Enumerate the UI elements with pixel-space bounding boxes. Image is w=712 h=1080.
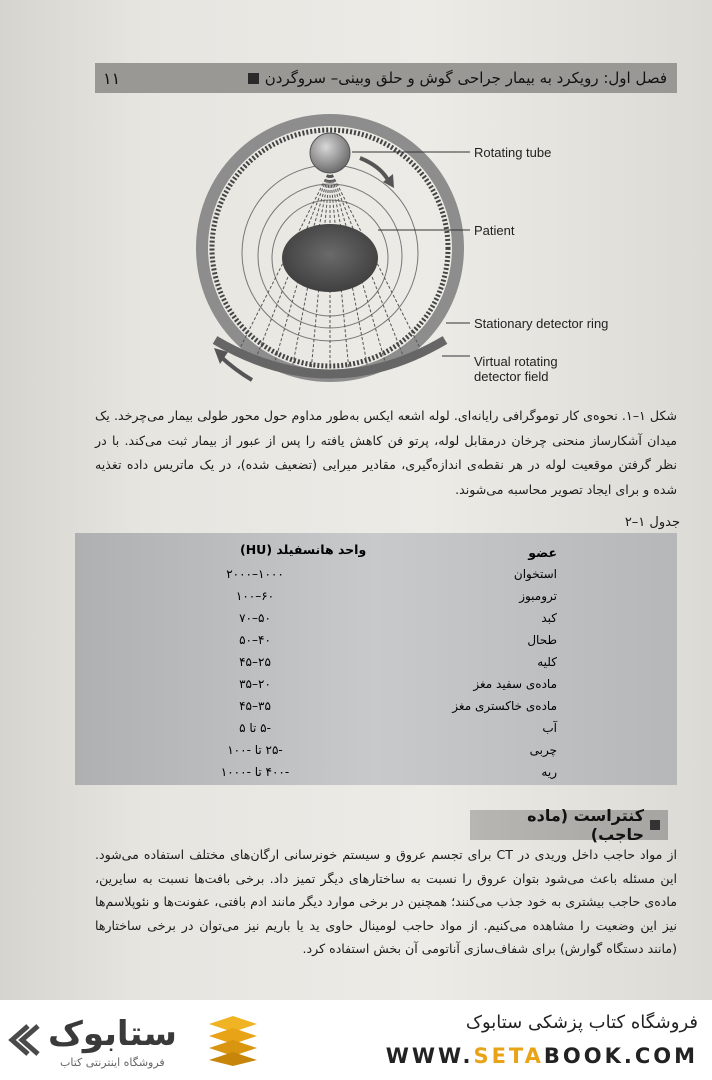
table-cell-hu: -۴۰۰ تا -۱۰۰۰ [220,765,290,779]
table-row [75,567,677,589]
table-row [75,655,677,677]
table-cell-organ: آب [542,721,557,735]
url-suffix: BOOK.COM [543,1044,698,1068]
table-cell-hu: ۳۵–۴۵ [239,699,271,713]
table-cell-organ: ترومبوز [519,589,557,603]
table-cell-organ: ریه [541,765,557,779]
table-cell-hu: ۵۰–۷۰ [239,611,271,625]
store-logo[interactable] [8,1014,193,1072]
ct-scanner-figure [190,108,630,398]
table-cell-hu: ۱۰۰۰–۲۰۰۰ [226,567,284,581]
table-cell-hu: ۲۰–۳۵ [239,677,271,691]
table-cell-organ: استخوان [513,567,557,581]
logo-text: ستابوک [48,1014,177,1054]
book-stack-icon [205,1014,261,1066]
label-virtual-field-1: Virtual rotating [474,354,558,369]
figure-caption: شکل ۱–۱. نحوه‌ی کار توموگرافی رایانه‌ای. لوله اشعه ایکس به‌طور مداوم حول محور طولی بیمار می‌چرخد. یک میدان آشکارساز منحنی چرخان درمقابل لوله، پرتو فن کاهش یافته را پس از عبور از بیمار ثبت می‌کند. با در نظر گرفتن موقعیت لوله در هر نقطه‌ی اندازه‌گیری، مقادیر میرایی (تضعیف شده)، در یک ماتریس داده تغذیه شده و برای ایجاد تصویر محاسبه می‌شوند. [95,408,677,497]
table-cell-hu: -۲۵ تا -۱۰۰ [227,743,283,757]
chapter-title-wrap [244,69,667,87]
table-row [75,633,677,655]
table-header-organ: عضو [528,545,557,560]
table-row [75,699,677,721]
label-patient: Patient [474,223,515,238]
table-header-hu: واحد هانسفیلد (HU) [240,542,367,557]
chapter-header [95,63,677,93]
hu-table [75,533,677,785]
table-row [75,765,677,787]
url-prefix: WWW. [385,1044,474,1068]
table-label: جدول ۱–۲ [624,515,680,530]
page-number: ۱۱ [103,68,121,88]
section-heading [470,806,668,844]
table-cell-hu: ۴۰–۵۰ [239,633,271,647]
patient-shape [282,224,378,292]
logo-subtitle: فروشگاه اینترنتی کتاب [60,1056,165,1069]
url-accent: SETA [473,1044,544,1068]
table-cell-organ: چربی [529,743,557,757]
rotating-tube-shape [310,133,350,173]
section-square-icon [650,820,660,830]
logo-chevron-icon [8,1020,48,1060]
table-row [75,743,677,765]
store-banner [0,1000,712,1080]
table-cell-organ: ماده‌ی سفید مغز [473,677,557,691]
label-virtual-field-2: detector field [474,369,549,384]
table-cell-hu: -۵ تا ۵ [239,721,271,735]
header-square-icon [248,73,259,84]
label-stationary-ring: Stationary detector ring [474,316,609,331]
table-row [75,611,677,633]
section-body: از مواد حاجب داخل وریدی در CT برای تجسم عروق و سیستم خونرسانی ارگان‌های مختلف استفاده می‌شود. این مسئله باعث می‌شود بتوان عروق را نسبت به ساختارهای دیگر تمیز داد. برخی بافت‌ها نسبت به سایرین، ماده‌ی حاجب بیشتری به خود جذب می‌کنند؛ همچنین در برخی موارد دیگر مانند ادم بافتی، عفونت‌ها و نئوپلاسم‌ها نیز این وضعیت را مشاهده می‌کنیم. از مواد حاجب لومینال حاوی ید یا باریم نیز می‌توان در برخی ساختارها (مانند دستگاه گوارش) برای شفاف‌سازی آناتومی آن بخش استفاده کرد. [95,847,677,956]
table-row [75,721,677,743]
table-cell-organ: طحال [527,633,557,647]
table-row [75,589,677,611]
store-url-link[interactable] [386,1044,698,1068]
label-rotating-tube: Rotating tube [474,145,552,160]
table-cell-hu: ۶۰–۱۰۰ [235,589,275,603]
table-cell-organ: ماده‌ی خاکستری مغز [452,699,557,713]
table-cell-hu: ۲۵–۴۵ [239,655,271,669]
chapter-title: فصل اول: رویکرد به بیمار جراحی گوش و حلق وبینی– سروگردن [264,69,667,87]
store-name: فروشگاه کتاب پزشکی ستابوک [465,1012,698,1033]
table-cell-organ: کبد [541,611,557,625]
section-title: کنتراست (ماده حاجب) [527,806,645,844]
table-cell-organ: کلیه [537,655,557,669]
table-row [75,677,677,699]
